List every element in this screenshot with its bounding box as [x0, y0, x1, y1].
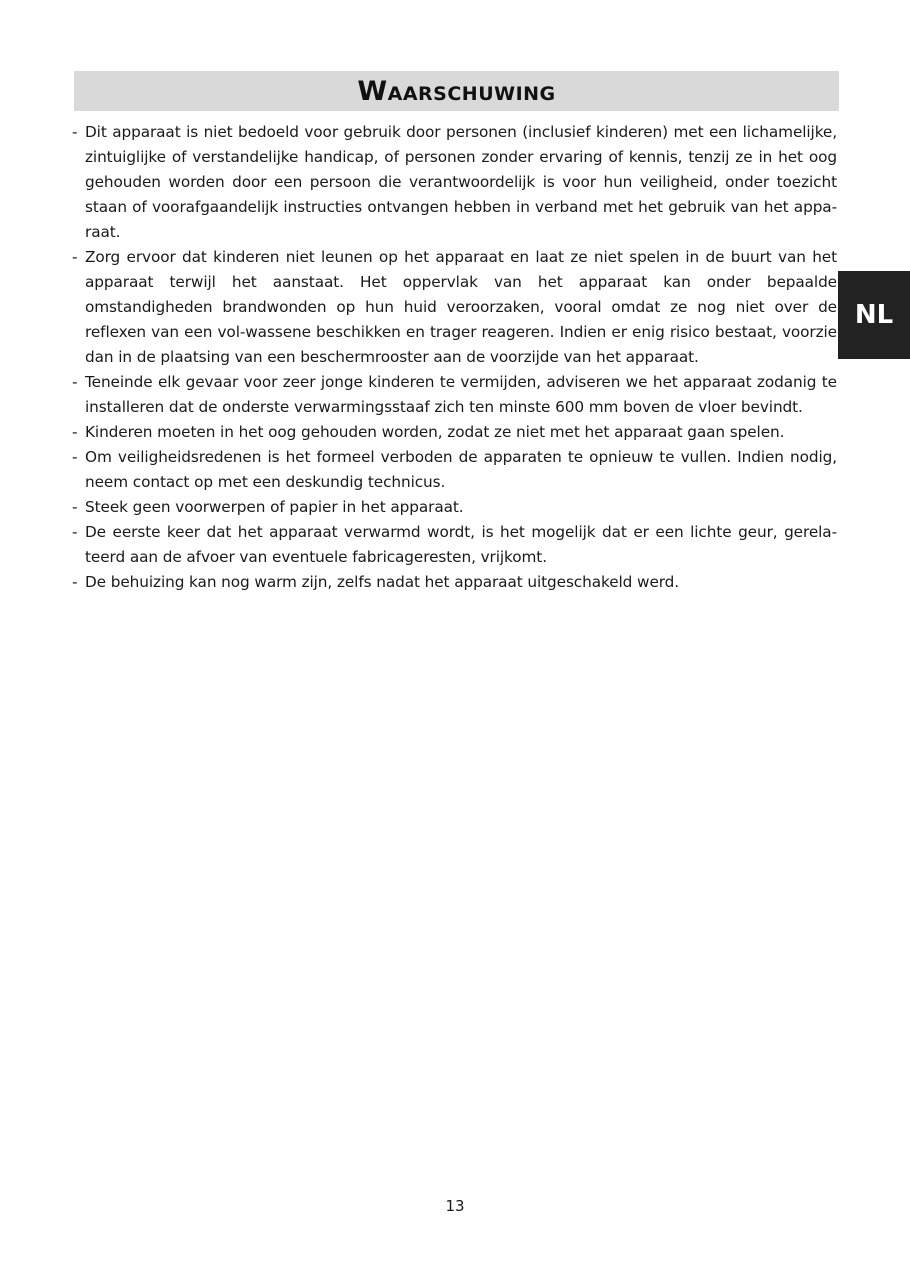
warning-item — [72, 370, 837, 420]
language-tab-label: NL — [854, 300, 894, 330]
warning-item — [72, 495, 837, 520]
warning-item — [72, 420, 837, 445]
list-dash: - — [72, 498, 78, 516]
list-dash: - — [72, 573, 78, 591]
section-header — [74, 71, 839, 111]
language-tab — [838, 271, 910, 359]
list-dash: - — [72, 523, 78, 541]
list-dash: - — [72, 448, 78, 466]
list-dash: - — [72, 423, 78, 441]
warning-item — [72, 520, 837, 570]
section-title: Waarschuwing — [357, 75, 556, 107]
warning-item — [72, 570, 837, 595]
list-dash: - — [72, 248, 78, 266]
warning-text: Teneinde elk gevaar voor zeer jonge kinderen te vermijden, adviseren we het apparaat zodanig te installeren dat de onderste verwarmingsstaaf zich ten minste 600 mm boven de vloer bevindt. — [85, 373, 837, 416]
warning-text: Dit apparaat is niet bedoeld voor gebruik door personen (inclusief kinderen) met een lichamelijke, zintuiglijke of verstandelijke handicap, of personen zonder ervaring of kennis, tenzij ze in het oog gehouden worden door een persoon die verantwoordelijk is voor hun veiligheid, onder toezicht staan of voorafgaandelijk instructies ontvangen hebben in verband met het gebruik van het appa-raat. — [85, 123, 837, 241]
warning-text: Kinderen moeten in het oog gehouden worden, zodat ze niet met het apparaat gaan spelen. — [85, 423, 785, 441]
warning-text: Steek geen voorwerpen of papier in het apparaat. — [85, 498, 464, 516]
warning-text: Zorg ervoor dat kinderen niet leunen op het apparaat en laat ze niet spelen in de buurt van het apparaat terwijl het aanstaat. Het oppervlak van het apparaat kan onder bepaalde omstandigheden brandwonden op hun huid veroorzaken, vooral omdat ze nog niet over de reflexen van een vol-wassene beschikken en trager reageren. Indien er enig risico bestaat, voorzie dan in de plaatsing van een beschermrooster aan de voorzijde van het apparaat. — [85, 248, 837, 366]
warning-item — [72, 245, 837, 370]
list-dash: - — [72, 373, 78, 391]
list-dash: - — [72, 123, 78, 141]
warning-text: De behuizing kan nog warm zijn, zelfs nadat het apparaat uitgeschakeld werd. — [85, 573, 680, 591]
warning-item — [72, 445, 837, 495]
warning-text: Om veiligheidsredenen is het formeel verboden de apparaten te opnieuw te vullen. Indien nodig, neem contact op met een deskundig technicus. — [85, 448, 837, 491]
warning-item — [72, 120, 837, 245]
warning-list — [72, 120, 837, 595]
warning-text: De eerste keer dat het apparaat verwarmd wordt, is het mogelijk dat er een lichte geur, gerela-teerd aan de afvoer van eventuele fabricageresten, vrijkomt. — [85, 523, 837, 566]
page-number: 13 — [445, 1197, 465, 1215]
